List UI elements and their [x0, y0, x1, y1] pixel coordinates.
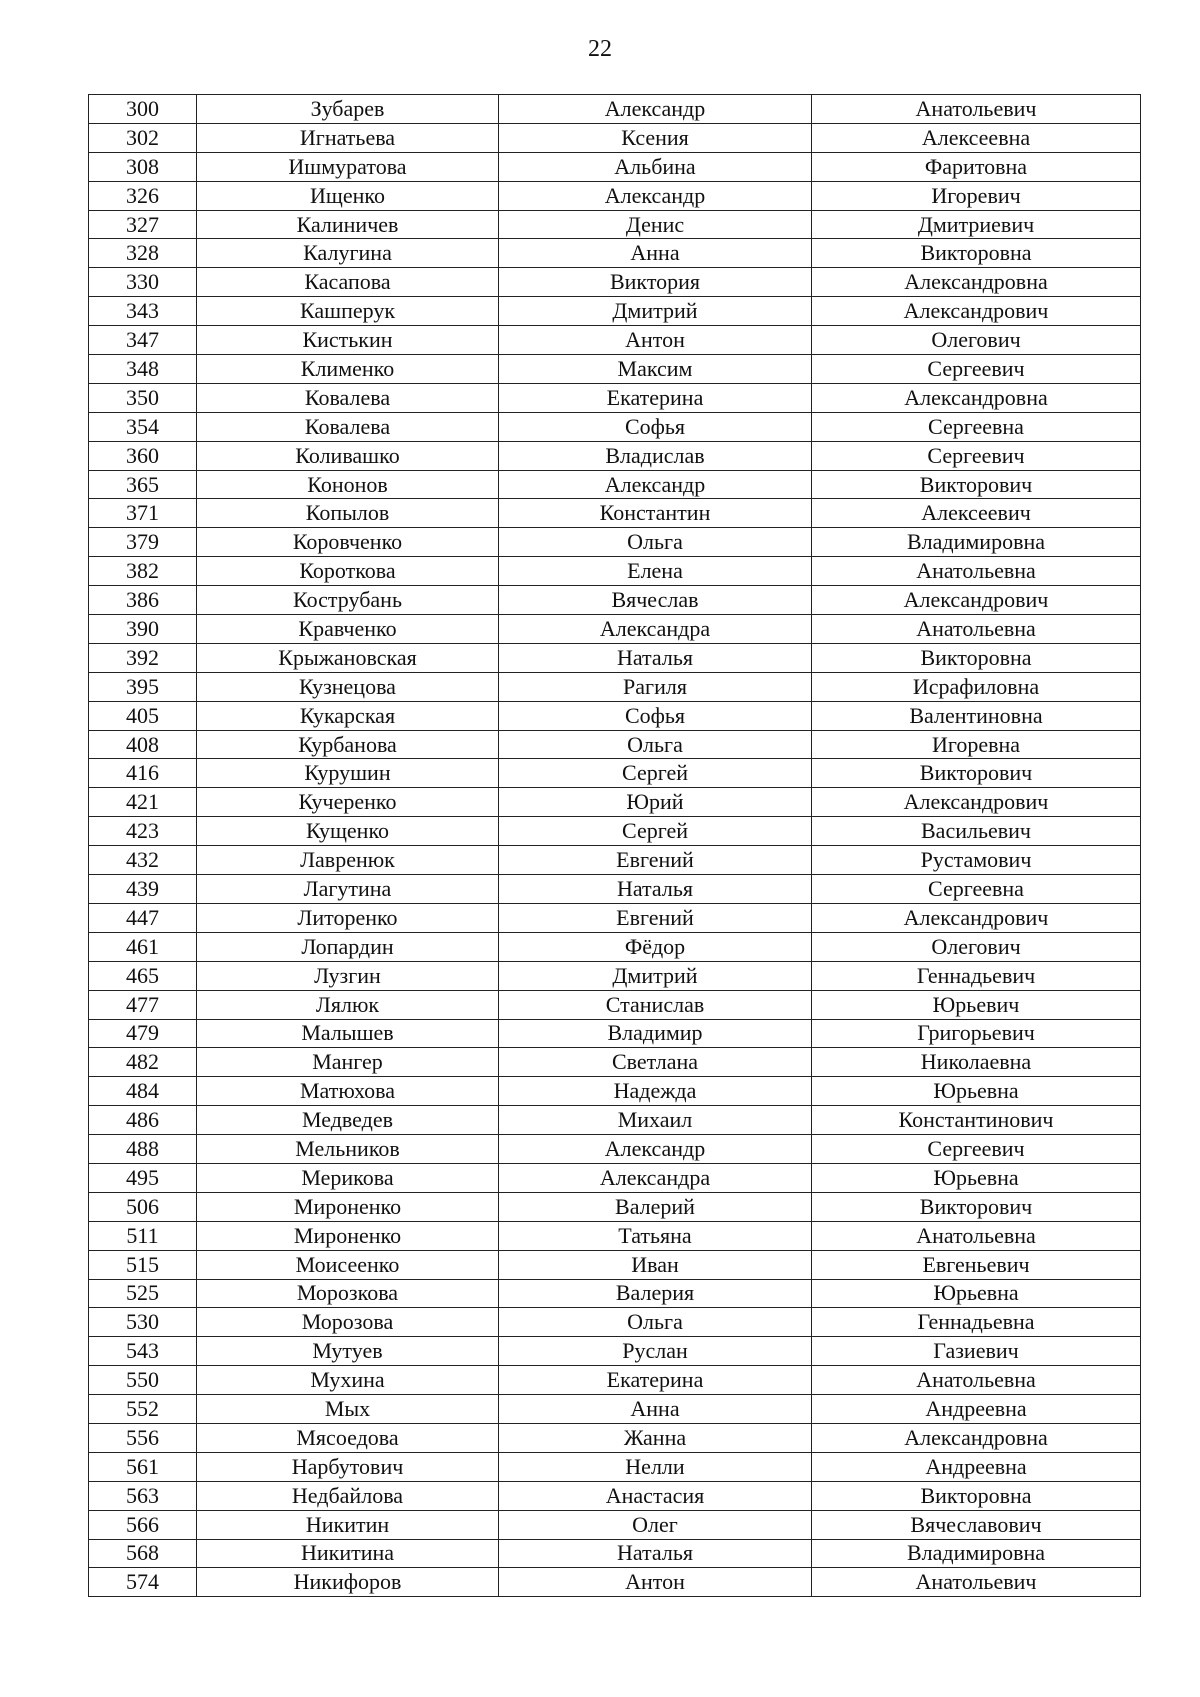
- first-name-cell: Александр: [499, 181, 812, 210]
- row-number-cell: 386: [89, 586, 197, 615]
- first-name-cell: Михаил: [499, 1106, 812, 1135]
- names-table: [88, 94, 1141, 1597]
- first-name-cell: Виктория: [499, 268, 812, 297]
- last-name-cell: Зубарев: [197, 95, 499, 124]
- first-name-cell: Софья: [499, 412, 812, 441]
- last-name-cell: Матюхова: [197, 1077, 499, 1106]
- first-name-cell: Евгений: [499, 846, 812, 875]
- row-number-cell: 360: [89, 441, 197, 470]
- table-row: [89, 1395, 1141, 1424]
- table-row: [89, 1452, 1141, 1481]
- first-name-cell: Софья: [499, 701, 812, 730]
- patronymic-cell: Викторович: [812, 470, 1141, 499]
- table-row: [89, 932, 1141, 961]
- table-row: [89, 355, 1141, 384]
- first-name-cell: Валерий: [499, 1192, 812, 1221]
- patronymic-cell: Анатольевич: [812, 1568, 1141, 1597]
- row-number-cell: 515: [89, 1250, 197, 1279]
- table-row: [89, 1192, 1141, 1221]
- first-name-cell: Владислав: [499, 441, 812, 470]
- last-name-cell: Литоренко: [197, 903, 499, 932]
- row-number-cell: 479: [89, 1019, 197, 1048]
- first-name-cell: Анна: [499, 239, 812, 268]
- patronymic-cell: Алексеевна: [812, 123, 1141, 152]
- table-row: [89, 557, 1141, 586]
- last-name-cell: Кукарская: [197, 701, 499, 730]
- first-name-cell: Нелли: [499, 1452, 812, 1481]
- first-name-cell: Александр: [499, 470, 812, 499]
- row-number-cell: 327: [89, 210, 197, 239]
- last-name-cell: Лузгин: [197, 961, 499, 990]
- table-row: [89, 1510, 1141, 1539]
- last-name-cell: Курбанова: [197, 730, 499, 759]
- row-number-cell: 365: [89, 470, 197, 499]
- table-row: [89, 1106, 1141, 1135]
- first-name-cell: Юрий: [499, 788, 812, 817]
- patronymic-cell: Анатольевна: [812, 615, 1141, 644]
- patronymic-cell: Сергеевич: [812, 1135, 1141, 1164]
- last-name-cell: Мых: [197, 1395, 499, 1424]
- first-name-cell: Рагиля: [499, 672, 812, 701]
- first-name-cell: Дмитрий: [499, 297, 812, 326]
- patronymic-cell: Александровна: [812, 268, 1141, 297]
- row-number-cell: 439: [89, 875, 197, 904]
- first-name-cell: Валерия: [499, 1279, 812, 1308]
- table-row: [89, 95, 1141, 124]
- last-name-cell: Кашперук: [197, 297, 499, 326]
- last-name-cell: Мясоедова: [197, 1423, 499, 1452]
- row-number-cell: 552: [89, 1395, 197, 1424]
- table-row: [89, 1366, 1141, 1395]
- table-row: [89, 788, 1141, 817]
- patronymic-cell: Юрьевич: [812, 990, 1141, 1019]
- patronymic-cell: Игоревна: [812, 730, 1141, 759]
- table-row: [89, 528, 1141, 557]
- row-number-cell: 347: [89, 326, 197, 355]
- table-row: [89, 123, 1141, 152]
- table-row: [89, 1077, 1141, 1106]
- last-name-cell: Морозова: [197, 1308, 499, 1337]
- row-number-cell: 530: [89, 1308, 197, 1337]
- row-number-cell: 566: [89, 1510, 197, 1539]
- first-name-cell: Иван: [499, 1250, 812, 1279]
- row-number-cell: 525: [89, 1279, 197, 1308]
- row-number-cell: 371: [89, 499, 197, 528]
- row-number-cell: 574: [89, 1568, 197, 1597]
- table-row: [89, 846, 1141, 875]
- table-row: [89, 1539, 1141, 1568]
- last-name-cell: Никитина: [197, 1539, 499, 1568]
- table-row: [89, 1308, 1141, 1337]
- table-row: [89, 1423, 1141, 1452]
- row-number-cell: 408: [89, 730, 197, 759]
- row-number-cell: 484: [89, 1077, 197, 1106]
- patronymic-cell: Константинович: [812, 1106, 1141, 1135]
- row-number-cell: 416: [89, 759, 197, 788]
- page-number: 22: [588, 36, 612, 62]
- first-name-cell: Руслан: [499, 1337, 812, 1366]
- row-number-cell: 486: [89, 1106, 197, 1135]
- first-name-cell: Наталья: [499, 1539, 812, 1568]
- row-number-cell: 326: [89, 181, 197, 210]
- last-name-cell: Копылов: [197, 499, 499, 528]
- first-name-cell: Анастасия: [499, 1481, 812, 1510]
- table-row: [89, 817, 1141, 846]
- last-name-cell: Кострубань: [197, 586, 499, 615]
- last-name-cell: Короткова: [197, 557, 499, 586]
- row-number-cell: 447: [89, 903, 197, 932]
- first-name-cell: Максим: [499, 355, 812, 384]
- table-row: [89, 1135, 1141, 1164]
- patronymic-cell: Фаритовна: [812, 152, 1141, 181]
- last-name-cell: Лавренюк: [197, 846, 499, 875]
- last-name-cell: Касапова: [197, 268, 499, 297]
- last-name-cell: Мутуев: [197, 1337, 499, 1366]
- patronymic-cell: Вячеславович: [812, 1510, 1141, 1539]
- table-row: [89, 990, 1141, 1019]
- row-number-cell: 330: [89, 268, 197, 297]
- first-name-cell: Александр: [499, 1135, 812, 1164]
- first-name-cell: Фёдор: [499, 932, 812, 961]
- table-row: [89, 383, 1141, 412]
- first-name-cell: Станислав: [499, 990, 812, 1019]
- last-name-cell: Ишмуратова: [197, 152, 499, 181]
- last-name-cell: Кущенко: [197, 817, 499, 846]
- first-name-cell: Александра: [499, 615, 812, 644]
- row-number-cell: 556: [89, 1423, 197, 1452]
- row-number-cell: 568: [89, 1539, 197, 1568]
- table-row: [89, 643, 1141, 672]
- last-name-cell: Калиничев: [197, 210, 499, 239]
- table-row: [89, 759, 1141, 788]
- last-name-cell: Ковалева: [197, 383, 499, 412]
- patronymic-cell: Николаевна: [812, 1048, 1141, 1077]
- patronymic-cell: Анатольевна: [812, 1366, 1141, 1395]
- last-name-cell: Ковалева: [197, 412, 499, 441]
- patronymic-cell: Александровна: [812, 383, 1141, 412]
- row-number-cell: 405: [89, 701, 197, 730]
- last-name-cell: Мироненко: [197, 1221, 499, 1250]
- patronymic-cell: Владимировна: [812, 1539, 1141, 1568]
- patronymic-cell: Андреевна: [812, 1395, 1141, 1424]
- patronymic-cell: Олегович: [812, 932, 1141, 961]
- last-name-cell: Кучеренко: [197, 788, 499, 817]
- last-name-cell: Лагутина: [197, 875, 499, 904]
- first-name-cell: Владимир: [499, 1019, 812, 1048]
- table-row: [89, 1568, 1141, 1597]
- table-row: [89, 701, 1141, 730]
- patronymic-cell: Викторовна: [812, 239, 1141, 268]
- patronymic-cell: Рустамович: [812, 846, 1141, 875]
- table-row: [89, 1163, 1141, 1192]
- row-number-cell: 506: [89, 1192, 197, 1221]
- last-name-cell: Коливашко: [197, 441, 499, 470]
- last-name-cell: Кистькин: [197, 326, 499, 355]
- patronymic-cell: Дмитриевич: [812, 210, 1141, 239]
- row-number-cell: 350: [89, 383, 197, 412]
- last-name-cell: Лопардин: [197, 932, 499, 961]
- patronymic-cell: Анатольевич: [812, 95, 1141, 124]
- row-number-cell: 488: [89, 1135, 197, 1164]
- first-name-cell: Ксения: [499, 123, 812, 152]
- patronymic-cell: Александрович: [812, 297, 1141, 326]
- row-number-cell: 511: [89, 1221, 197, 1250]
- last-name-cell: Морозкова: [197, 1279, 499, 1308]
- table-row: [89, 470, 1141, 499]
- patronymic-cell: Александрович: [812, 586, 1141, 615]
- table-row: [89, 1337, 1141, 1366]
- patronymic-cell: Викторовна: [812, 1481, 1141, 1510]
- patronymic-cell: Анатольевна: [812, 557, 1141, 586]
- table-row: [89, 297, 1141, 326]
- last-name-cell: Кузнецова: [197, 672, 499, 701]
- table-row: [89, 586, 1141, 615]
- row-number-cell: 543: [89, 1337, 197, 1366]
- last-name-cell: Нарбутович: [197, 1452, 499, 1481]
- last-name-cell: Моисеенко: [197, 1250, 499, 1279]
- row-number-cell: 343: [89, 297, 197, 326]
- table-row: [89, 1019, 1141, 1048]
- patronymic-cell: Александровна: [812, 1423, 1141, 1452]
- row-number-cell: 328: [89, 239, 197, 268]
- first-name-cell: Светлана: [499, 1048, 812, 1077]
- table-row: [89, 268, 1141, 297]
- table-row: [89, 499, 1141, 528]
- patronymic-cell: Юрьевна: [812, 1077, 1141, 1106]
- last-name-cell: Мангер: [197, 1048, 499, 1077]
- table-row: [89, 1250, 1141, 1279]
- row-number-cell: 390: [89, 615, 197, 644]
- table-row: [89, 1481, 1141, 1510]
- last-name-cell: Мироненко: [197, 1192, 499, 1221]
- first-name-cell: Сергей: [499, 759, 812, 788]
- row-number-cell: 550: [89, 1366, 197, 1395]
- first-name-cell: Антон: [499, 1568, 812, 1597]
- first-name-cell: Надежда: [499, 1077, 812, 1106]
- first-name-cell: Екатерина: [499, 383, 812, 412]
- first-name-cell: Татьяна: [499, 1221, 812, 1250]
- last-name-cell: Никифоров: [197, 1568, 499, 1597]
- last-name-cell: Кононов: [197, 470, 499, 499]
- row-number-cell: 382: [89, 557, 197, 586]
- patronymic-cell: Олегович: [812, 326, 1141, 355]
- patronymic-cell: Викторович: [812, 1192, 1141, 1221]
- table-row: [89, 730, 1141, 759]
- table-row: [89, 672, 1141, 701]
- patronymic-cell: Александрович: [812, 788, 1141, 817]
- row-number-cell: 477: [89, 990, 197, 1019]
- table-row: [89, 181, 1141, 210]
- row-number-cell: 300: [89, 95, 197, 124]
- row-number-cell: 421: [89, 788, 197, 817]
- first-name-cell: Альбина: [499, 152, 812, 181]
- table-row: [89, 615, 1141, 644]
- row-number-cell: 302: [89, 123, 197, 152]
- last-name-cell: Мерикова: [197, 1163, 499, 1192]
- table-row: [89, 875, 1141, 904]
- last-name-cell: Мухина: [197, 1366, 499, 1395]
- first-name-cell: Константин: [499, 499, 812, 528]
- patronymic-cell: Викторович: [812, 759, 1141, 788]
- patronymic-cell: Валентиновна: [812, 701, 1141, 730]
- patronymic-cell: Александрович: [812, 903, 1141, 932]
- patronymic-cell: Сергеевич: [812, 441, 1141, 470]
- first-name-cell: Александр: [499, 95, 812, 124]
- last-name-cell: Игнатьева: [197, 123, 499, 152]
- table-row: [89, 326, 1141, 355]
- first-name-cell: Александра: [499, 1163, 812, 1192]
- row-number-cell: 348: [89, 355, 197, 384]
- first-name-cell: Дмитрий: [499, 961, 812, 990]
- table-row: [89, 210, 1141, 239]
- last-name-cell: Мельников: [197, 1135, 499, 1164]
- first-name-cell: Елена: [499, 557, 812, 586]
- row-number-cell: 395: [89, 672, 197, 701]
- table-row: [89, 239, 1141, 268]
- first-name-cell: Наталья: [499, 643, 812, 672]
- row-number-cell: 354: [89, 412, 197, 441]
- last-name-cell: Ищенко: [197, 181, 499, 210]
- patronymic-cell: Анатольевна: [812, 1221, 1141, 1250]
- table-row: [89, 903, 1141, 932]
- row-number-cell: 563: [89, 1481, 197, 1510]
- patronymic-cell: Игоревич: [812, 181, 1141, 210]
- last-name-cell: Малышев: [197, 1019, 499, 1048]
- patronymic-cell: Юрьевна: [812, 1279, 1141, 1308]
- table-row: [89, 1279, 1141, 1308]
- patronymic-cell: Сергеевна: [812, 875, 1141, 904]
- patronymic-cell: Владимировна: [812, 528, 1141, 557]
- first-name-cell: Екатерина: [499, 1366, 812, 1395]
- table-row: [89, 412, 1141, 441]
- last-name-cell: Калугина: [197, 239, 499, 268]
- table-row: [89, 441, 1141, 470]
- table-row: [89, 1048, 1141, 1077]
- names-table-body: [89, 95, 1141, 1597]
- last-name-cell: Коровченко: [197, 528, 499, 557]
- first-name-cell: Жанна: [499, 1423, 812, 1452]
- last-name-cell: Крыжановская: [197, 643, 499, 672]
- patronymic-cell: Геннадьевна: [812, 1308, 1141, 1337]
- last-name-cell: Недбайлова: [197, 1481, 499, 1510]
- last-name-cell: Лялюк: [197, 990, 499, 1019]
- patronymic-cell: Евгеньевич: [812, 1250, 1141, 1279]
- last-name-cell: Курушин: [197, 759, 499, 788]
- first-name-cell: Ольга: [499, 730, 812, 759]
- first-name-cell: Сергей: [499, 817, 812, 846]
- patronymic-cell: Газиевич: [812, 1337, 1141, 1366]
- row-number-cell: 392: [89, 643, 197, 672]
- first-name-cell: Олег: [499, 1510, 812, 1539]
- table-row: [89, 152, 1141, 181]
- patronymic-cell: Геннадьевич: [812, 961, 1141, 990]
- row-number-cell: 432: [89, 846, 197, 875]
- first-name-cell: Наталья: [499, 875, 812, 904]
- patronymic-cell: Сергеевна: [812, 412, 1141, 441]
- last-name-cell: Медведев: [197, 1106, 499, 1135]
- patronymic-cell: Юрьевна: [812, 1163, 1141, 1192]
- patronymic-cell: Васильевич: [812, 817, 1141, 846]
- row-number-cell: 495: [89, 1163, 197, 1192]
- row-number-cell: 482: [89, 1048, 197, 1077]
- last-name-cell: Клименко: [197, 355, 499, 384]
- patronymic-cell: Андреевна: [812, 1452, 1141, 1481]
- first-name-cell: Денис: [499, 210, 812, 239]
- first-name-cell: Ольга: [499, 1308, 812, 1337]
- first-name-cell: Анна: [499, 1395, 812, 1424]
- patronymic-cell: Сергеевич: [812, 355, 1141, 384]
- first-name-cell: Евгений: [499, 903, 812, 932]
- row-number-cell: 308: [89, 152, 197, 181]
- table-row: [89, 1221, 1141, 1250]
- first-name-cell: Антон: [499, 326, 812, 355]
- patronymic-cell: Викторовна: [812, 643, 1141, 672]
- row-number-cell: 465: [89, 961, 197, 990]
- row-number-cell: 461: [89, 932, 197, 961]
- table-row: [89, 961, 1141, 990]
- row-number-cell: 423: [89, 817, 197, 846]
- first-name-cell: Вячеслав: [499, 586, 812, 615]
- patronymic-cell: Исрафиловна: [812, 672, 1141, 701]
- row-number-cell: 379: [89, 528, 197, 557]
- last-name-cell: Кравченко: [197, 615, 499, 644]
- patronymic-cell: Алексеевич: [812, 499, 1141, 528]
- row-number-cell: 561: [89, 1452, 197, 1481]
- first-name-cell: Ольга: [499, 528, 812, 557]
- patronymic-cell: Григорьевич: [812, 1019, 1141, 1048]
- last-name-cell: Никитин: [197, 1510, 499, 1539]
